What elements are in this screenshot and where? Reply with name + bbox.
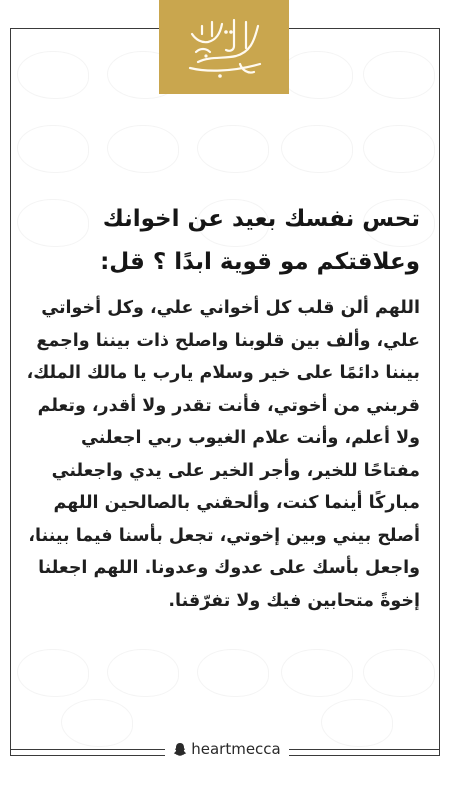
footer-brand-label: heartmecca xyxy=(191,740,281,758)
post-title: تحس نفسك بعيد عن اخوانك وعلاقتكم مو قوية ابدًا ؟ قل: xyxy=(100,206,420,275)
calligraphy-logo-icon xyxy=(176,12,272,82)
brand-logo xyxy=(159,0,289,94)
footer-divider-right xyxy=(289,749,439,750)
post-content xyxy=(20,198,420,617)
snapchat-ghost-icon xyxy=(173,742,187,757)
footer-brand[interactable] xyxy=(165,738,289,760)
post-body: اللهم ألن قلب كل أخواني علي، وكل أخواتي علي، وألف بين قلوبنا واصلح ذات بيننا واجمع بيننا دائمًا على خير وسلام يارب يا مالك الملك، قربني من أخوتي، فأنت تقدر ولا أقدر، وتعلم ولا أعلم، وأنت علام الغيوب ربي اجعلني مفتاحًا للخير، وأجر الخير على يدي واجعلني مباركًا أينما كنت، وألحقني بالصالحين اللهم أصلح بيني وبين إخوتي، تجعل بأسنا فيما بيننا، واجعل بأسك على عدوك وعدونا. اللهم اجعلنا إخوةً متحابين فيك ولا تفرّقنا. xyxy=(26,298,420,611)
footer-divider-left xyxy=(11,749,165,750)
